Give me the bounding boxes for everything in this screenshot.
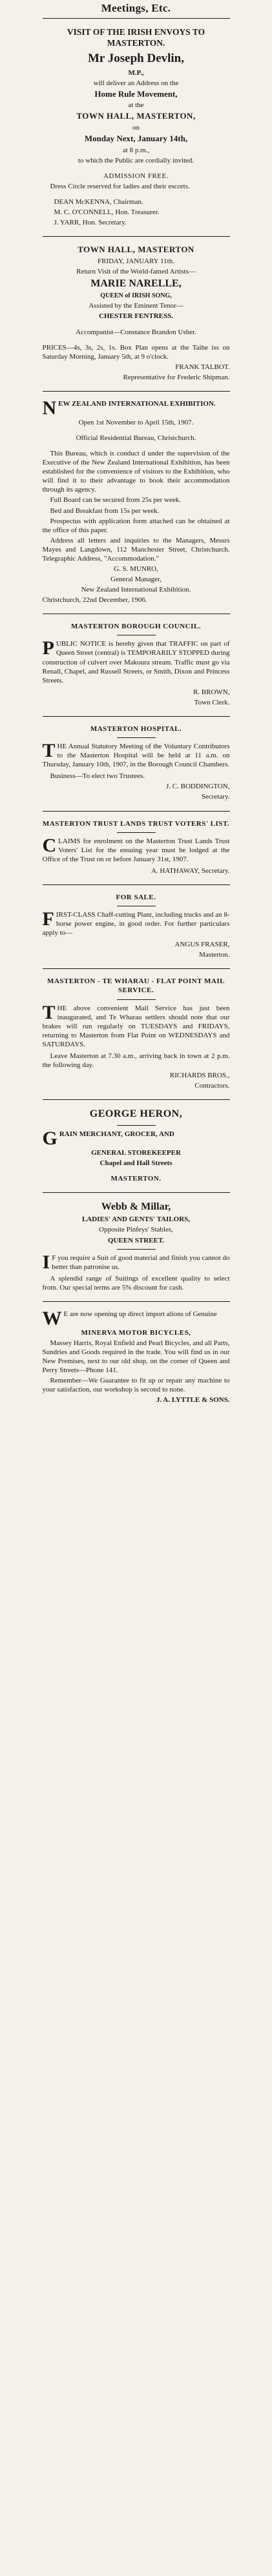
mail-service-ad (43, 969, 230, 1100)
dress-circle-text: Dress Circle reserved for ladies and their escorts. (50, 183, 190, 191)
topic-text: Home Rule Movement, (94, 88, 178, 99)
event-time: at 8 p.m., (122, 146, 150, 154)
ad-title: MASTERTON TRUST LANDS TRUST VOTERS' LIST. (42, 819, 230, 828)
signature: J. YARR, Hon. Secretary. (54, 219, 127, 227)
location-text: Opposite Pinfeys' Stables, (99, 1226, 173, 1234)
devlin-address-ad (43, 19, 230, 237)
accompanist-text: Accompanist—Constance Brandon Usher. (76, 328, 196, 336)
signature: J. A. LYTTLE & SONS. (156, 1396, 230, 1404)
street-text: QUEEN STREET. (107, 1236, 165, 1244)
business-name: GEORGE HERON, (89, 1108, 183, 1120)
drop-cap: I (42, 1251, 50, 1273)
signature-title: Contractors. (194, 1082, 230, 1090)
signature: R. BROWN, (193, 688, 230, 696)
body-text: IRST-CLASS Chaff-cutting Plant, including trucks and an 8-horse power engine, in good order. For further particulars apply to— (42, 910, 230, 937)
on-text: on (132, 124, 140, 132)
admission-text: ADMISSION FREE. (103, 172, 169, 180)
venue-text: TOWN HALL, MASTERTON, (76, 111, 196, 121)
divider (117, 832, 156, 833)
signature: G. S. MUNRO, (114, 565, 158, 574)
divider (117, 1125, 156, 1126)
manager-name: FRANK TALBOT. (175, 363, 230, 371)
business-line: Chapel and Hall Streets (99, 1159, 173, 1167)
signature-org: New Zealand International Exhibition. (81, 586, 191, 594)
ad-title: MASTERTON HOSPITAL. (90, 724, 182, 733)
artist-name: MARIE NARELLE, (90, 278, 182, 290)
heron-ad (43, 1100, 230, 1193)
speaker-name: Mr Joseph Devlin, (87, 52, 184, 66)
voters-list-ad (43, 812, 230, 885)
for-sale-ad (43, 885, 230, 969)
divider (117, 999, 156, 1000)
drop-cap: T (42, 740, 56, 762)
body-text: LAIMS for enrolment on the Masterton Trust Lands Trust Voters' List for the ensuing year must be lodged at the Office of the Trust on or before January 31st, 1907. (42, 837, 230, 863)
signature: DEAN McKENNA, Chairman. (54, 198, 143, 206)
invite-text: to which the Public are cordially invited. (78, 156, 194, 165)
venue-text: TOWN HALL, MASTERTON (78, 245, 194, 255)
drop-cap: G (42, 1127, 58, 1149)
prospectus-text: Prospectus with application form attached can be obtained at the office of this paper. (42, 517, 230, 534)
body-text: HE Annual Statutory Meeting of the Voluntary Contributors to the Masterton Hospital will be held at 11 a.m. on Thursday, January 10th, 1907, in the Borough Council Chambers. (42, 743, 230, 769)
drop-cap: F (42, 908, 54, 930)
prices-text: PRICES—4s, 3s, 2s, 1s. Box Plan opens at the Taihe iss on Saturday Morning, January 5th, at 9 o'clock. (42, 343, 230, 361)
body-text: Remember—We Guarantee to fit up or repair any machine to your satisfaction, our workshop is second to none. (42, 1377, 230, 1394)
speaker-title: M.P., (128, 68, 144, 77)
ad-title: FOR SALE. (116, 893, 156, 901)
ad-title: MASTERTON - TE WHARAU - FLAT POINT MAIL SERVICE. (47, 977, 225, 995)
drop-cap: P (42, 637, 54, 659)
signature-title: General Manager, (110, 575, 162, 584)
business-text: Business—To elect two Trustees. (50, 772, 145, 781)
body-text: A splendid range of Suitings of excellent quality to select from. Our special terms are 5% discount for cash. (42, 1274, 230, 1292)
assisted-text: Assisted by the Eminent Tenor— (89, 302, 183, 310)
signature: J. C. BODDINGTON, (166, 783, 230, 791)
body-text: Leave Masterton at 7.30 a.m., arriving back in town at 2 p.m. the following day. (42, 1052, 230, 1069)
drop-cap: C (42, 834, 57, 856)
body-text: HE above convenient Mail Service has just been inaugurated, and Te Wharau settlers should note that our brakes will run regularly on TUESDAYS and FRIDAYS, returning to Masterton from Flat Point on WEDNESDAYS and SATURDAYS. (42, 1004, 230, 1048)
ad-headline: VISIT OF THE IRISH ENVOYS TO MASTERTON. (67, 26, 205, 48)
business-line: RAIN MERCHANT, GROCER, AND (59, 1130, 174, 1138)
divider (117, 737, 156, 738)
narelle-concert-ad (43, 237, 230, 392)
at-text: at the (128, 101, 144, 110)
brand-text: MINERVA MOTOR BICYCLES, (81, 1328, 191, 1337)
drop-cap: N (42, 397, 57, 419)
bureau-text: Official Residential Bureau, Christchurch. (76, 434, 196, 442)
divider (117, 1249, 156, 1250)
body-text: E are now opening up direct import alions of Genuine (63, 1310, 217, 1318)
address-text: Address all letters and inquiries to the Managers, Messrs Mayes and Langdown, 112 Manchester Street, Christchurch. Telegraphic Address, "Accommodation." (42, 536, 230, 563)
full-board-text: Full Board can be secured from 25s per week. (50, 496, 182, 504)
tenor-name: CHESTER FENTRESS. (99, 312, 173, 321)
signature-title: Secretary. (201, 793, 230, 801)
body-text: UBLIC NOTICE is hereby given that TRAFFIC on part of Queen Street (central) is TEMPORARILY STOPPED during construction of culvert over Makoura stream. Traffic must go via Renall, Chapel, and Russell Streets, or Smith, Dixon and Princess Streets. (42, 640, 230, 684)
drop-cap: W (42, 1307, 62, 1329)
bicycles-ad (43, 1302, 230, 1414)
intro-text: will deliver an Address on the (93, 79, 179, 87)
body-text: Massey Harris, Royal Enfield and Pearl Bicycles, and all Parts, Sundries and Goods required in the trade. You will find us in our New Premises, next to our old shop, on the corner of Queen and Perry Streets—Phone 141. (42, 1339, 230, 1375)
ads-column (43, 0, 230, 1414)
business-place: MASTERTON. (110, 1174, 162, 1183)
signature: M. C. O'CONNELL, Hon. Treasurer. (54, 208, 160, 217)
signature-title: Town Clerk. (194, 698, 230, 706)
business-line: GENERAL STOREKEEPER (91, 1148, 181, 1157)
body-text: F you require a Suit of good material and finish you cannot do better than patronise us. (52, 1253, 230, 1271)
drop-cap: T (42, 1001, 56, 1023)
borough-council-ad (43, 614, 230, 717)
hospital-ad (43, 717, 230, 812)
ad-title: EW ZEALAND INTERNATIONAL EXHIBITION. (58, 399, 216, 408)
business-name: Webb & Millar, (101, 1201, 171, 1212)
body-text: This Bureau, which is conduct d under the supervision of the Executive of the New Zealand International Exhibition, has been established for the convenience of visitors to the Exhibition, who will find it to their advantage to book their accommodation through its agency. (42, 450, 230, 494)
signature: ANGUS FRASER, (174, 941, 230, 949)
open-dates: Open 1st November to April 15th, 1907. (78, 418, 194, 426)
representative-text: Representative for Frederic Shipman. (123, 373, 230, 381)
dateline: Christchurch, 22nd December, 1906. (42, 596, 147, 604)
trade-text: LADIES' AND GENTS' TAILORS, (81, 1215, 191, 1224)
signature-place: Masterton. (199, 951, 230, 959)
artist-title: QUEEN of IRISH SONG, (100, 292, 172, 299)
signature: RICHARDS BROS., (169, 1072, 230, 1080)
event-date: Monday Next, January 14th, (84, 134, 188, 144)
bed-text: Bed and Breakfast from 15s per week. (50, 506, 160, 515)
return-text: Return Visit of the World-famed Artists— (76, 268, 196, 276)
section-header: Meetings, Etc. (43, 0, 230, 19)
exhibition-ad (43, 392, 230, 614)
signature: A. HATHAWAY, Secretary. (151, 866, 230, 875)
tailors-ad (43, 1193, 230, 1302)
ad-title: MASTERTON BOROUGH COUNCIL. (71, 623, 201, 631)
event-date: FRIDAY, JANUARY 11th. (98, 257, 174, 265)
